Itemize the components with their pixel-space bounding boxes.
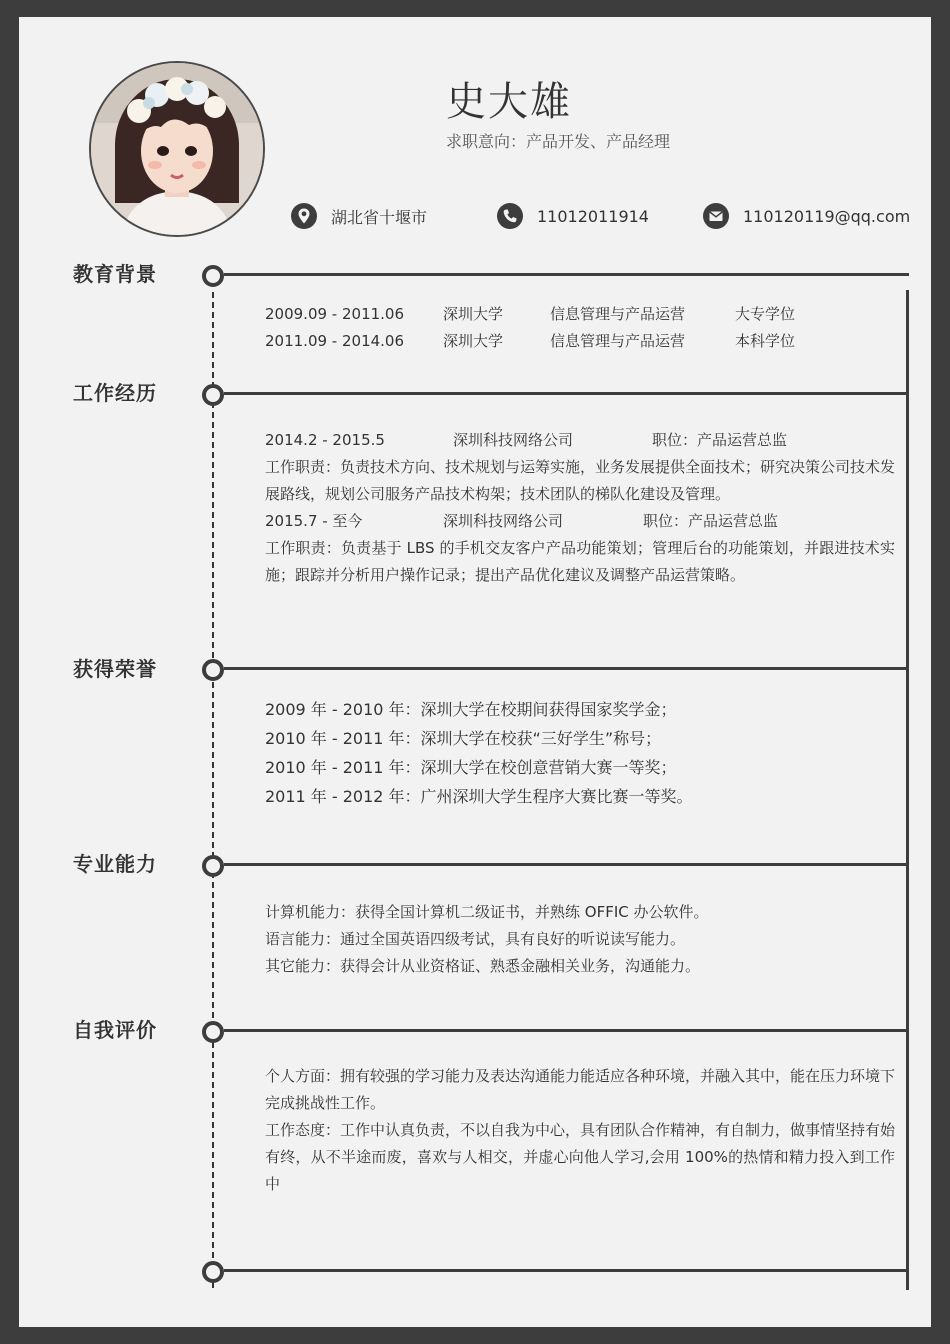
email-text: 110120119@qq.com	[743, 206, 911, 226]
section-title-education: 教育背景	[73, 262, 157, 286]
education-school: 深圳大学	[443, 305, 504, 323]
job-intent: 求职意向：产品开发、产品经理	[446, 132, 671, 151]
education-period: 2011.09 - 2014.06	[265, 332, 405, 350]
education-school: 深圳大学	[443, 332, 504, 350]
skills-list	[265, 899, 895, 980]
phone-text: 11012011914	[537, 206, 649, 226]
contact-phone	[497, 203, 649, 229]
list-item: 2011 年 - 2012 年：广州深圳大学生程序大赛比赛一等奖。	[265, 787, 693, 806]
job-company: 深圳科技网络公司	[453, 431, 574, 449]
timeline-node-self	[202, 1021, 224, 1043]
education-row	[265, 328, 895, 355]
contact-email	[703, 203, 910, 229]
list-item: 个人方面：拥有较强的学习能力及表达沟通能力能适应各种环境，并融入其中，能在压力环境下完成挑战性工作。	[265, 1067, 896, 1112]
job-position: 职位：产品运营总监	[643, 512, 779, 530]
section-divider-education	[224, 273, 909, 276]
resume-page	[19, 17, 931, 1327]
section-divider-work	[224, 392, 909, 395]
timeline-node-education	[202, 265, 224, 287]
phone-icon	[497, 203, 523, 229]
timeline-node-work	[202, 384, 224, 406]
timeline-dashed-line	[212, 292, 214, 1288]
job-header	[265, 508, 895, 535]
frame-right-border	[906, 290, 909, 1290]
section-title-work: 工作经历	[73, 381, 157, 405]
timeline-node-skills	[202, 855, 224, 877]
section-title-honors: 获得荣誉	[73, 657, 157, 681]
job-company: 深圳科技网络公司	[443, 512, 564, 530]
education-row	[265, 301, 895, 328]
job-header	[265, 427, 895, 454]
section-divider-honors	[224, 667, 909, 670]
contact-location	[291, 203, 427, 229]
timeline-node-end	[202, 1261, 224, 1283]
avatar	[89, 61, 265, 237]
section-divider-self	[224, 1029, 909, 1032]
list-item: 语言能力：通过全国英语四级考试，具有良好的听说读写能力。	[265, 930, 686, 948]
list-item: 工作态度：工作中认真负责，不以自我为中心，具有团队合作精神，有自制力，做事情坚持有始有终，从不半途而废，喜欢与人相交，并虚心向他人学习,会用 100%的热情和精力投入到工作中	[265, 1121, 896, 1193]
list-item: 2010 年 - 2011 年：深圳大学在校获“三好学生”称号；	[265, 729, 662, 748]
location-text: 湖北省十堰市	[331, 207, 428, 227]
timeline-node-honors	[202, 659, 224, 681]
work-list	[265, 427, 895, 589]
education-degree: 本科学位	[735, 332, 796, 350]
education-period: 2009.09 - 2011.06	[265, 305, 405, 323]
education-degree: 大专学位	[735, 305, 796, 323]
list-item: 2009 年 - 2010 年：深圳大学在校期间获得国家奖学金；	[265, 700, 677, 719]
section-title-skills: 专业能力	[73, 852, 157, 876]
education-list	[265, 301, 895, 355]
job-period: 2015.7 - 至今	[265, 512, 363, 530]
candidate-name: 史大雄	[446, 79, 572, 125]
section-divider-skills	[224, 863, 909, 866]
list-item: 其它能力：获得会计从业资格证、熟悉金融相关业务，沟通能力。	[265, 957, 701, 975]
job-duty: 工作职责：负责基于 LBS 的手机交友客户产品功能策划；管理后台的功能策划，并跟进技术实施；跟踪并分析用户操作记录；提出产品优化建议及调整产品运营策略。	[265, 539, 895, 584]
section-divider-bottom	[224, 1269, 909, 1272]
list-item: 2010 年 - 2011 年：深圳大学在校创意营销大赛一等奖；	[265, 758, 677, 777]
self-evaluation	[265, 1063, 895, 1198]
honors-list	[265, 695, 895, 811]
section-title-self: 自我评价	[73, 1018, 157, 1042]
job-position: 职位：产品运营总监	[652, 431, 788, 449]
portrait-photo	[91, 63, 263, 235]
mail-icon	[703, 203, 729, 229]
education-major: 信息管理与产品运营	[550, 305, 686, 323]
list-item: 计算机能力：获得全国计算机二级证书，并熟练 OFFIC 办公软件。	[265, 903, 709, 921]
location-pin-icon	[291, 203, 317, 229]
job-period: 2014.2 - 2015.5	[265, 431, 385, 449]
job-duty: 工作职责：负责技术方向、技术规划与运筹实施，业务发展提供全面技术；研究决策公司技术发展路线，规划公司服务产品技术构架；技术团队的梯队化建设及管理。	[265, 458, 896, 503]
education-major: 信息管理与产品运营	[550, 332, 686, 350]
